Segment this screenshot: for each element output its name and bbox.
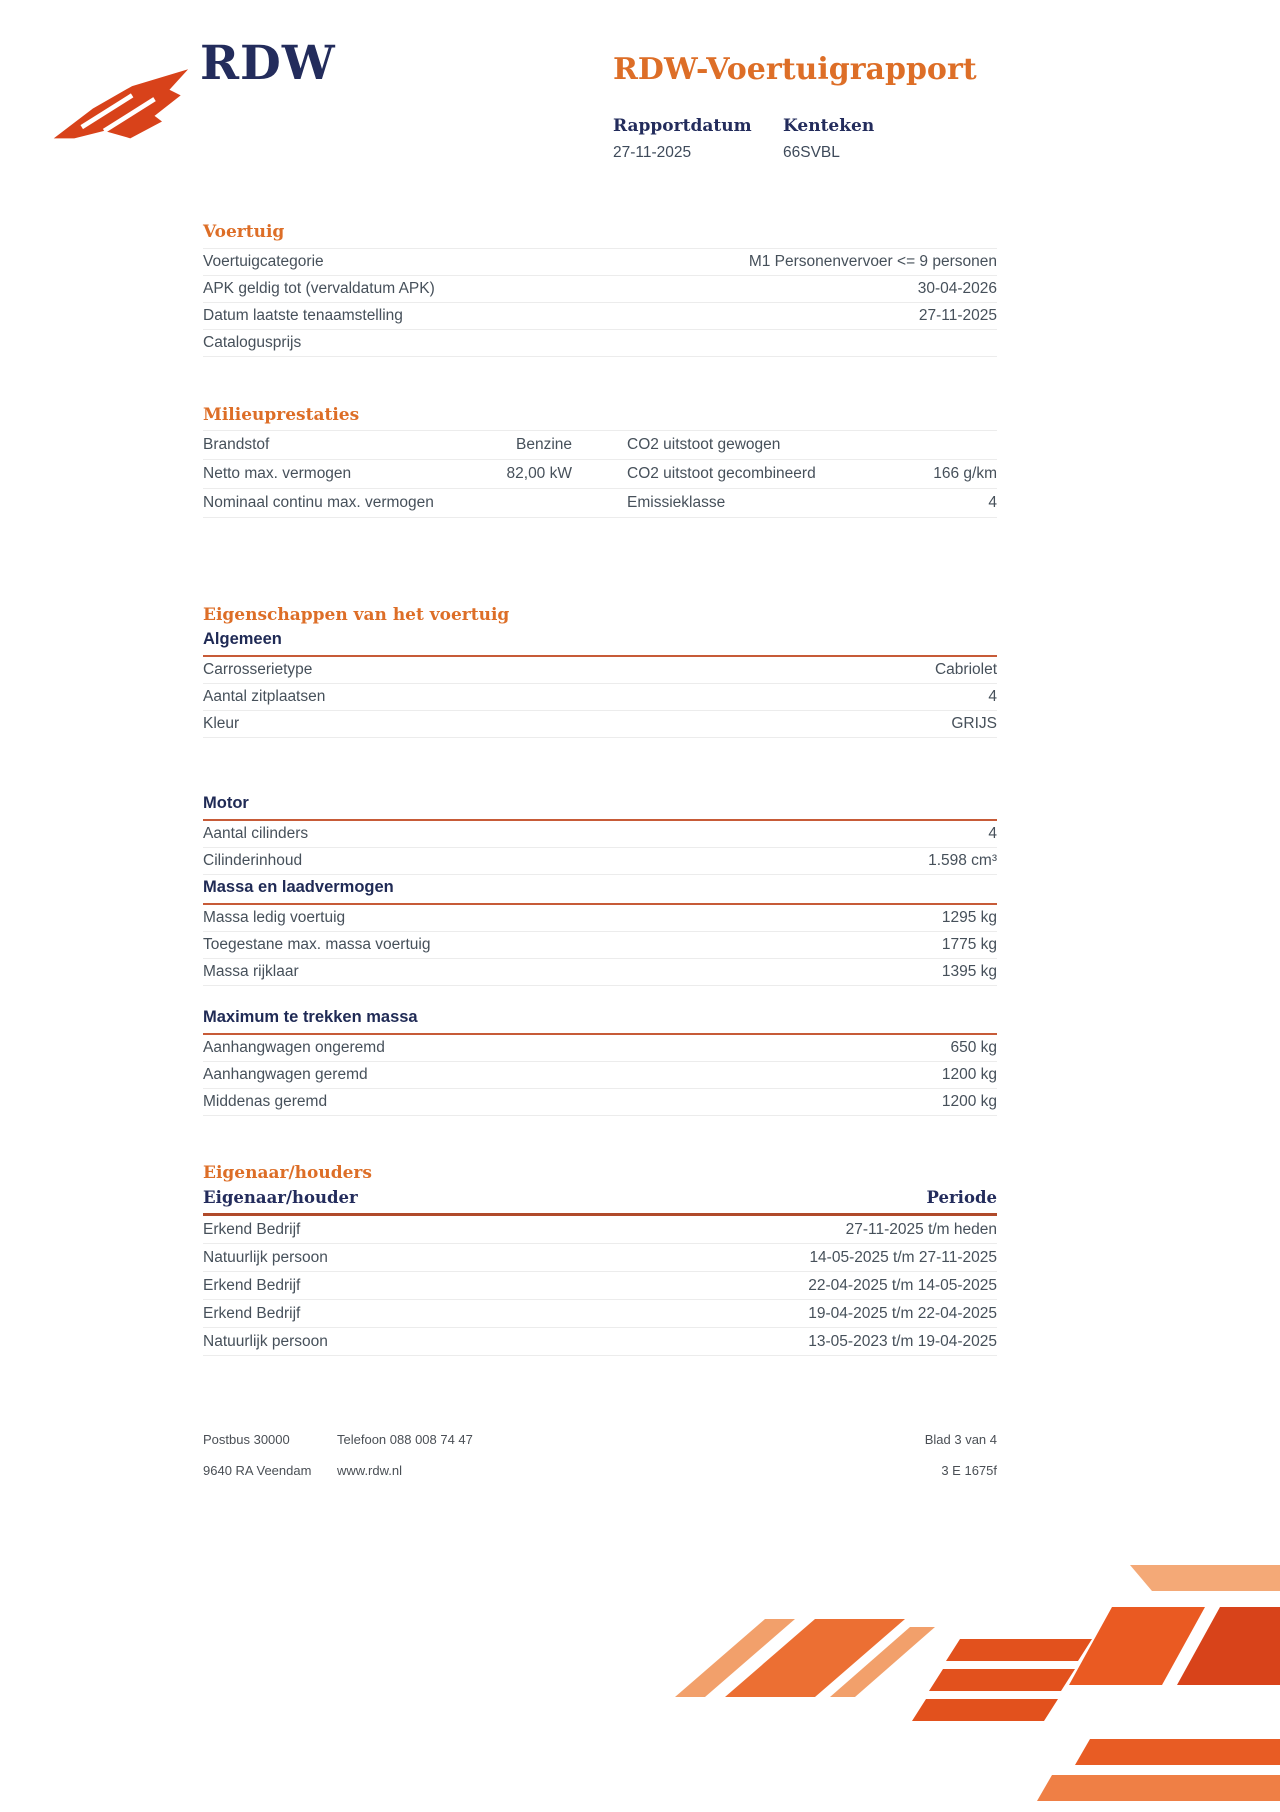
footer-postbus: Postbus 30000: [203, 1432, 290, 1447]
footer-line-1: [203, 1432, 997, 1447]
owner-type: Natuurlijk persoon: [203, 1248, 328, 1266]
subsection-massa: [203, 878, 997, 986]
table-row: [203, 1062, 997, 1089]
row-value: GRIJS: [951, 715, 997, 732]
table-row: [203, 1035, 997, 1062]
table-row: [203, 1328, 997, 1356]
footer-page-number: Blad 3 van 4: [924, 1432, 997, 1447]
row-value: 1395 kg: [941, 963, 997, 980]
footer-doc-code: 3 E 1675f: [941, 1463, 997, 1478]
table-row: [203, 684, 997, 711]
row-label: Datum laatste tenaamstelling: [203, 307, 403, 324]
table-row: [203, 932, 997, 959]
row-label: Kleur: [203, 715, 240, 732]
license-plate-block: [783, 116, 953, 162]
row-label: Nominaal continu max. vermogen: [203, 494, 434, 511]
section-title-eigenaar: Eigenaar/houders: [203, 1163, 372, 1183]
row-label: Aanhangwagen geremd: [203, 1066, 368, 1083]
owner-period: 14-05-2025 t/m 27-11-2025: [809, 1248, 997, 1266]
row-value: Benzine: [515, 436, 572, 453]
orange-stripes-motif-graphic: [660, 1547, 1280, 1812]
algemeen-table: [203, 657, 997, 738]
row-label: Massa rijklaar: [203, 963, 299, 980]
row-value: 27-11-2025: [918, 307, 997, 324]
footer-phone: Telefoon 088 008 74 47: [337, 1432, 473, 1447]
row-label: Carrosserietype: [203, 661, 313, 678]
license-plate-value: 66SVBL: [783, 144, 840, 161]
subsection-motor: [203, 794, 997, 875]
section-title-milieuprestaties: Milieuprestaties: [203, 405, 360, 425]
subsection-title: Motor: [203, 794, 997, 821]
row-value: 4: [988, 688, 997, 705]
row-value: 82,00 kW: [506, 465, 572, 482]
table-row: [203, 848, 997, 875]
license-plate-label: Kenteken: [783, 116, 875, 136]
trekken-massa-table: [203, 1035, 997, 1116]
row-value: 166 g/km: [933, 465, 997, 482]
row-label: Emissieklasse: [627, 494, 726, 511]
subsection-trekken-massa: [203, 1008, 997, 1116]
table-row: [203, 657, 997, 684]
footer-website-link[interactable]: www.rdw.nl: [337, 1463, 403, 1478]
owner-period: 27-11-2025 t/m heden: [845, 1220, 997, 1238]
owner-period: 19-04-2025 t/m 22-04-2025: [808, 1304, 997, 1322]
row-value: M1 Personenvervoer <= 9 personen: [748, 253, 997, 270]
eigenaar-table: [203, 1188, 997, 1356]
owner-period: 22-04-2025 t/m 14-05-2025: [808, 1276, 997, 1294]
owner-type: Erkend Bedrijf: [203, 1276, 301, 1294]
table-row: [203, 711, 997, 738]
column-header-owner: Eigenaar/houder: [203, 1188, 358, 1207]
row-label: Catalogusprijs: [203, 334, 302, 351]
subsection-title: Maximum te trekken massa: [203, 1008, 997, 1035]
table-row: [203, 1244, 997, 1272]
row-label: Voertuigcategorie: [203, 253, 324, 270]
table-row: [203, 1300, 997, 1328]
row-value: 30-04-2026: [917, 280, 997, 297]
row-label: CO2 uitstoot gecombineerd: [627, 465, 816, 482]
subsection-algemeen: [203, 630, 997, 738]
rdw-feather-logo-icon: [50, 58, 190, 144]
row-value: 1200 kg: [941, 1093, 997, 1110]
subsection-title: Algemeen: [203, 630, 997, 657]
row-value: Cabriolet: [934, 661, 997, 678]
row-value: 1200 kg: [941, 1066, 997, 1083]
report-meta: [613, 116, 953, 162]
table-row: [203, 330, 997, 357]
table-row: [203, 431, 997, 460]
table-row: [203, 1089, 997, 1116]
row-label: APK geldig tot (vervaldatum APK): [203, 280, 435, 297]
owner-type: Erkend Bedrijf: [203, 1220, 301, 1238]
table-row: [203, 1272, 997, 1300]
row-value: 4: [988, 494, 997, 511]
table-row: [203, 905, 997, 932]
page-footer: [203, 1432, 997, 1494]
owner-type: Erkend Bedrijf: [203, 1304, 301, 1322]
table-row: [203, 460, 997, 489]
row-value: 650 kg: [950, 1039, 997, 1056]
footer-city: 9640 RA Veendam: [203, 1463, 312, 1478]
eigenaar-table-header: [203, 1188, 997, 1216]
row-label: Aantal zitplaatsen: [203, 688, 326, 705]
section-title-eigenschappen: Eigenschappen van het voertuig: [203, 605, 510, 625]
voertuig-table: [203, 248, 997, 357]
column-header-period: Periode: [926, 1188, 997, 1207]
table-row: [203, 1216, 997, 1244]
row-value: 4: [988, 825, 997, 842]
row-label: Brandstof: [203, 436, 270, 453]
row-label: Aanhangwagen ongeremd: [203, 1039, 385, 1056]
row-label: Middenas geremd: [203, 1093, 328, 1110]
table-row: [203, 276, 997, 303]
rdw-logo-text: RDW: [200, 36, 336, 91]
table-row: [203, 959, 997, 986]
owner-period: 13-05-2023 t/m 19-04-2025: [808, 1332, 997, 1350]
row-label: CO2 uitstoot gewogen: [627, 436, 781, 453]
subsection-title: Massa en laadvermogen: [203, 878, 997, 905]
motor-table: [203, 821, 997, 875]
milieuprestaties-table: [203, 430, 997, 518]
row-label: Aantal cilinders: [203, 825, 309, 842]
report-date-block: [613, 116, 783, 162]
report-date-label: Rapportdatum: [613, 116, 752, 136]
table-row: [203, 303, 997, 330]
table-row: [203, 249, 997, 276]
footer-line-2: [203, 1463, 997, 1478]
massa-table: [203, 905, 997, 986]
owner-type: Natuurlijk persoon: [203, 1332, 328, 1350]
report-date-value: 27-11-2025: [613, 144, 692, 161]
row-label: Netto max. vermogen: [203, 465, 352, 482]
table-row: [203, 821, 997, 848]
section-title-voertuig: Voertuig: [203, 222, 285, 242]
page-title: RDW-Voertuigrapport: [613, 52, 977, 87]
row-value: 1775 kg: [941, 936, 997, 953]
row-label: Toegestane max. massa voertuig: [203, 936, 431, 953]
table-row: [203, 489, 997, 518]
row-value: 1295 kg: [941, 909, 997, 926]
row-label: Cilinderinhoud: [203, 852, 303, 869]
row-value: 1.598 cm³: [928, 852, 997, 869]
row-label: Massa ledig voertuig: [203, 909, 346, 926]
